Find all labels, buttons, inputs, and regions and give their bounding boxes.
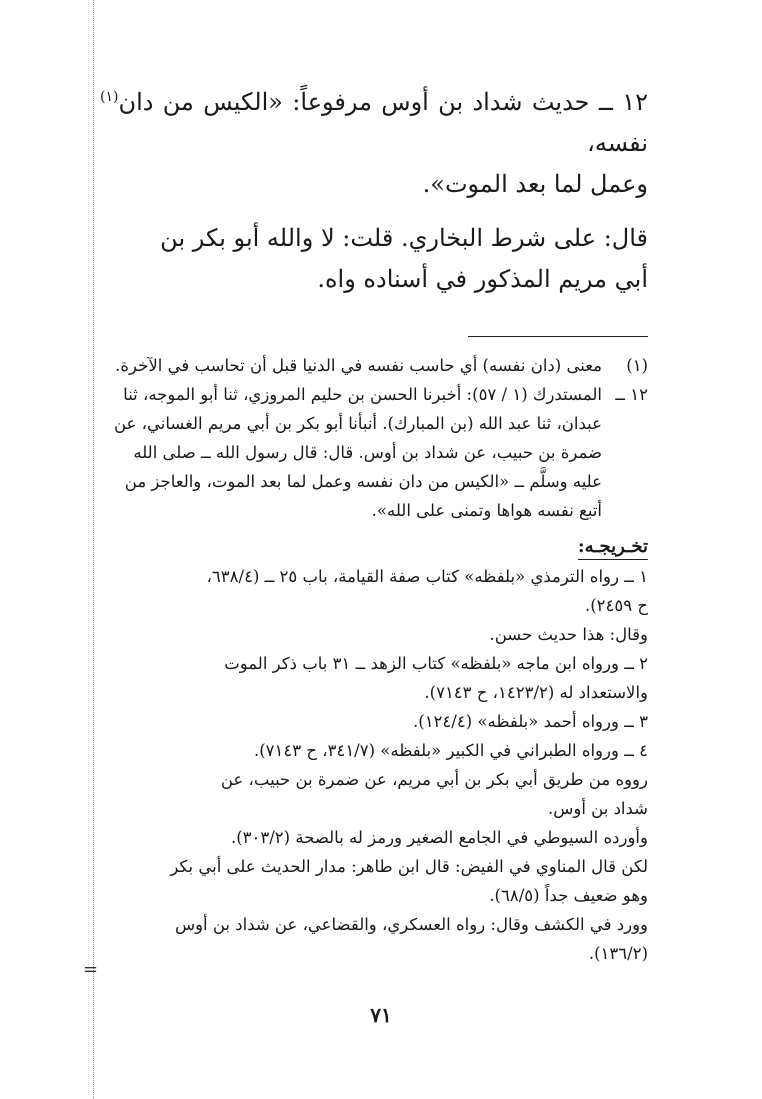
- takhrij-heading: تخـريجـه:: [578, 535, 648, 560]
- binding-margin-line: [93, 0, 94, 1099]
- main-text: [100, 82, 648, 300]
- takhrij-line: شداد بن أوس.: [548, 799, 648, 818]
- takhrij-line: وهو ضعيف جداً (٦٨/٥).: [489, 886, 648, 905]
- takhrij-line: وقال: هذا حديث حسن.: [489, 625, 648, 644]
- takhrij-line: والاستعداد له (١٤٢٣/٢، ح ٧١٤٣).: [424, 683, 648, 702]
- footnote-line: عليه وسلَّم ــ «الكيس من دان نفسه وعمل لما بعد الموت، والعاجز من: [124, 472, 602, 491]
- takhrij-line: ١ ــ رواه الترمذي «بلفظه» كتاب صفة القيامة، باب ٢٥ ــ (٦٣٨/٤،: [206, 567, 648, 586]
- takhrij-line: ٣ ــ ورواه أحمد «بلفظه» (١٢٤/٤).: [413, 712, 648, 731]
- footnote-12-marker: ١٢ ــ: [615, 385, 648, 404]
- takhrij-line: لكن قال المناوي في الفيض: قال ابن طاهر: مدار الحديث على أبي بكر: [170, 857, 648, 876]
- takhrij-body: [100, 562, 648, 968]
- takhrij-line: وورد في الكشف وقال: رواه العسكري، والقضاعي، عن شداد بن أوس: [174, 915, 648, 934]
- page-content: [100, 82, 648, 968]
- footnote-line: ضمرة بن حبيب، عن شداد بن أوس. قال: قال رسول الله ــ صلى الله: [133, 443, 602, 462]
- footnotes-section: [100, 351, 648, 968]
- footnote-1: [100, 351, 648, 380]
- takhrij-line: ٤ ــ ورواه الطبراني في الكبير «بلفظه» (٣٤١/٧، ح ٧١٤٣).: [253, 741, 648, 760]
- takhrij-line: وأورده السيوطي في الجامع الصغير ورمز له بالصحة (٣٠٣/٢).: [230, 828, 648, 847]
- footnote-line: المستدرك (١ / ٥٧): أخبرنا الحسن بن حليم المروزي، ثنا أبو الموجه، ثنا: [123, 385, 602, 404]
- comment-line2: أبي مريم المذكور في أسناده واه.: [317, 265, 648, 293]
- margin-mark: =: [83, 959, 99, 980]
- hadith-text-end: نفسه،: [587, 129, 648, 157]
- page-number: ٧١: [370, 1003, 392, 1027]
- footnote-12: [100, 380, 648, 525]
- footnote-line: أتبع نفسه هواها وتمنى على الله».: [371, 501, 602, 520]
- footnote-divider: [468, 336, 648, 337]
- hadith-text-line2: وعمل لما بعد الموت».: [422, 170, 648, 198]
- comment-line1: قال: على شرط البخاري. قلت: لا والله أبو بكر بن: [160, 224, 648, 252]
- footnote-line: عبدان، ثنا عبد الله (بن المبارك). أنبأنا أبو بكر بن أبي مريم الغساني، عن: [114, 414, 602, 433]
- hadith-text-start: ١٢ ــ حديث شداد بن أوس مرفوعاً: «الكيس من دان: [118, 88, 648, 116]
- takhrij-line: ٢ ــ ورواه ابن ماجه «بلفظه» كتاب الزهد ــ ٣١ باب ذكر الموت: [224, 654, 648, 673]
- comment-paragraph: [100, 218, 648, 300]
- footnote-line: معنى (دان نفسه) أي حاسب نفسه في الدنيا قبل أن تحاسب في الآخرة.: [115, 356, 602, 375]
- footnote-1-body: [100, 351, 602, 380]
- takhrij-line: رووه من طريق أبي بكر بن أبي مريم، عن ضمرة بن حبيب، عن: [220, 770, 648, 789]
- footnote-12-body: [100, 380, 602, 525]
- takhrij-line: ح ٢٤٥٩).: [584, 596, 648, 615]
- footnote-reference: (١): [100, 89, 119, 105]
- hadith-paragraph: [100, 82, 648, 205]
- footnote-1-marker: (١): [626, 356, 648, 375]
- takhrij-line: (١٣٦/٢).: [588, 944, 648, 963]
